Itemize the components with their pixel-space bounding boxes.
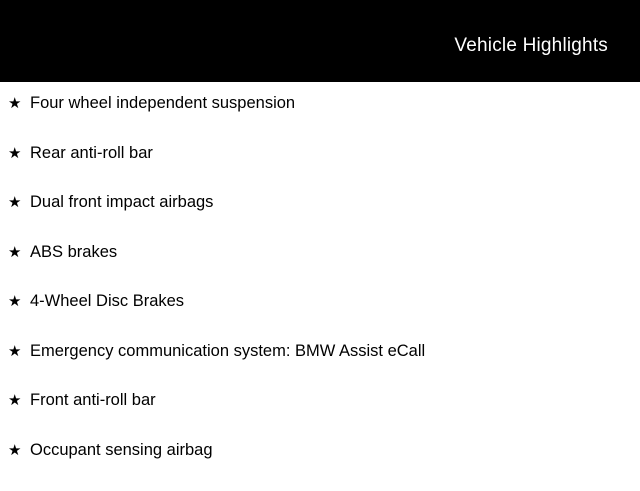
- list-item-label: Rear anti-roll bar: [30, 145, 153, 162]
- star-bullet-icon: ★: [8, 245, 30, 260]
- page-header: [0, 0, 640, 82]
- list-item: [0, 343, 640, 393]
- list-item-label: Dual front impact airbags: [30, 194, 213, 211]
- list-item: [0, 293, 640, 343]
- list-item-label: 4-Wheel Disc Brakes: [30, 293, 184, 310]
- list-item: [0, 392, 640, 442]
- list-item-label: Front anti-roll bar: [30, 392, 156, 409]
- list-item-label: Occupant sensing airbag: [30, 442, 213, 459]
- list-item-label: Emergency communication system: BMW Assist eCall: [30, 343, 425, 360]
- list-item: [0, 95, 640, 145]
- star-bullet-icon: ★: [8, 393, 30, 408]
- page-title: Vehicle Highlights: [454, 28, 608, 55]
- list-item-label: ABS brakes: [30, 244, 117, 261]
- list-item: [0, 194, 640, 244]
- star-bullet-icon: ★: [8, 294, 30, 309]
- list-item: [0, 145, 640, 195]
- star-bullet-icon: ★: [8, 96, 30, 111]
- list-item: [0, 442, 640, 491]
- list-item: [0, 244, 640, 294]
- star-bullet-icon: ★: [8, 195, 30, 210]
- star-bullet-icon: ★: [8, 443, 30, 458]
- vehicle-highlights-list: [0, 82, 640, 491]
- list-item-label: Four wheel independent suspension: [30, 95, 295, 112]
- star-bullet-icon: ★: [8, 344, 30, 359]
- star-bullet-icon: ★: [8, 146, 30, 161]
